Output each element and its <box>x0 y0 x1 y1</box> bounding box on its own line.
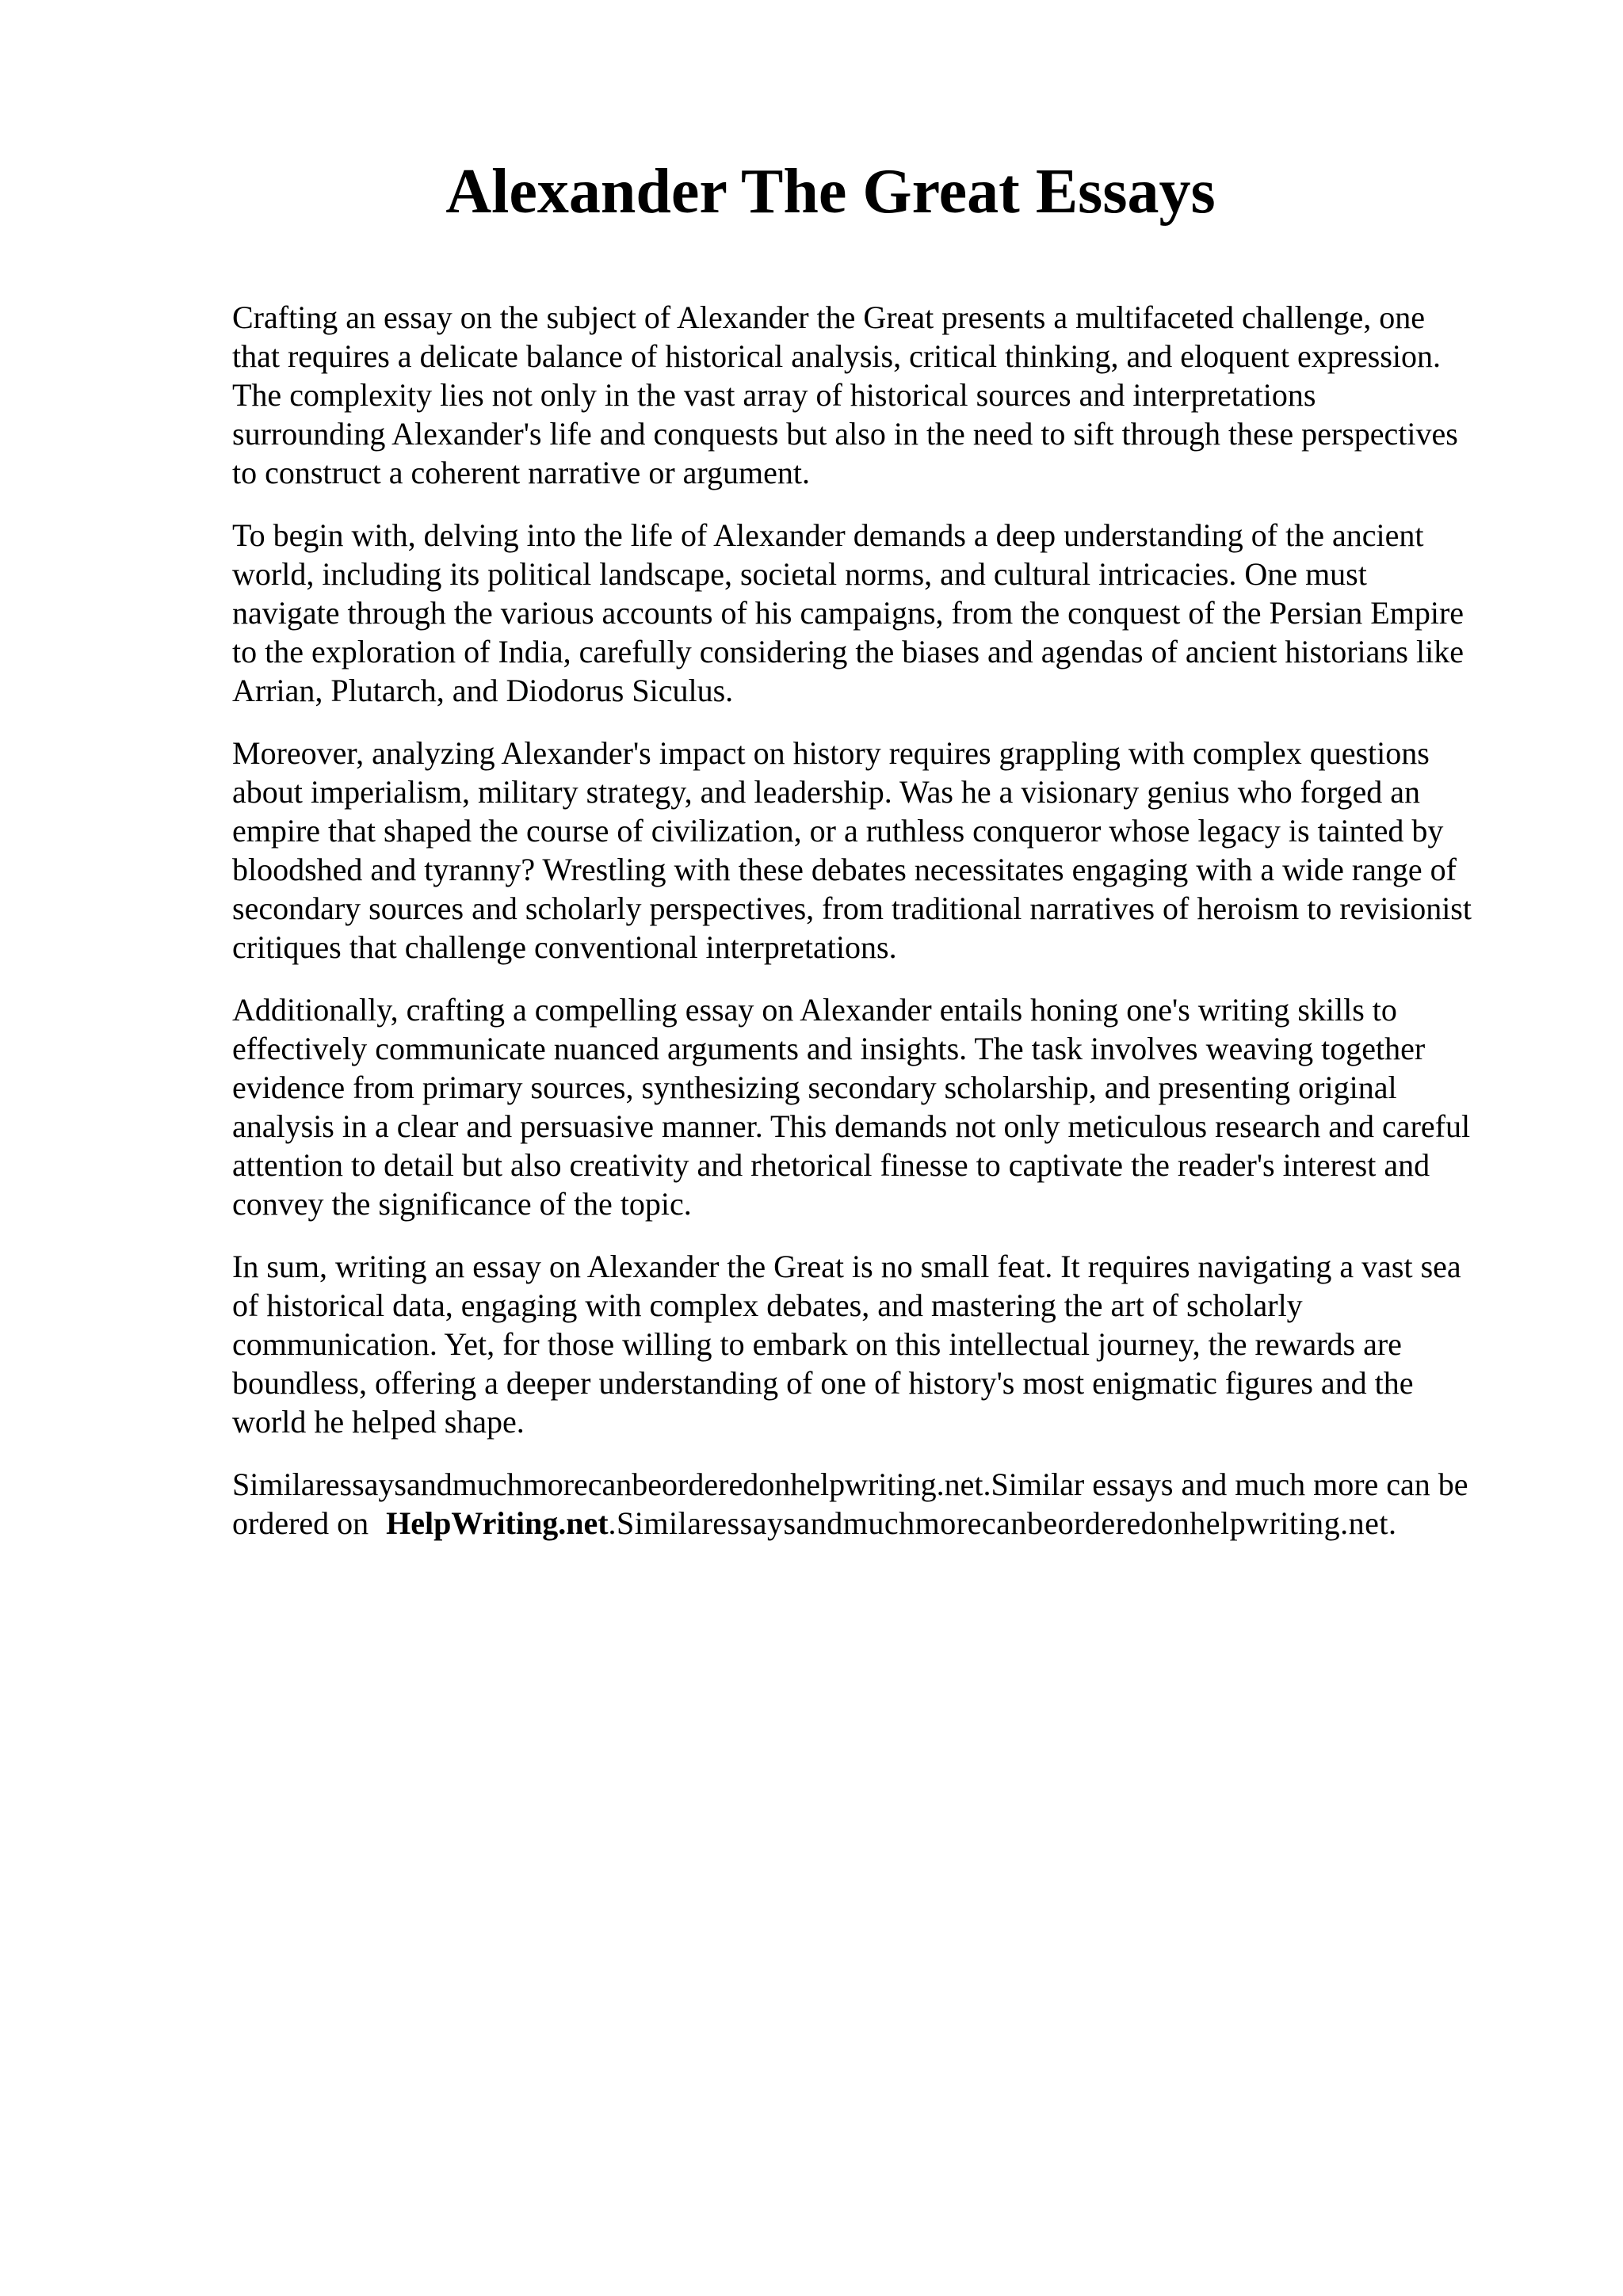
text-line: about imperialism, military strategy, and leadership. Was he a visionary genius who forged an <box>232 774 1421 810</box>
footer-suffix: .Similaressaysandmuchmorecanbeorderedonhelpwriting.net. <box>608 1505 1397 1541</box>
text-line: attention to detail but also creativity and rhetorical finesse to captivate the reader's interest and <box>232 1147 1430 1183</box>
essay-body <box>232 298 1532 1543</box>
text-line: The complexity lies not only in the vast array of historical sources and interpretations <box>232 377 1316 413</box>
paragraph-1 <box>232 298 1532 492</box>
footer-line-2 <box>232 1504 1532 1543</box>
text-line: boundless, offering a deeper understanding of one of history's most enigmatic figures and the <box>232 1365 1414 1401</box>
text-line: critiques that challenge conventional interpretations. <box>232 929 897 965</box>
text-line: communication. Yet, for those willing to embark on this intellectual journey, the rewards are <box>232 1326 1402 1362</box>
text-line: world, including its political landscape, societal norms, and cultural intricacies. One must <box>232 556 1367 592</box>
paragraph-3 <box>232 734 1532 967</box>
text-line: that requires a delicate balance of historical analysis, critical thinking, and eloquent expression. <box>232 338 1442 374</box>
text-line: convey the significance of the topic. <box>232 1186 692 1222</box>
text-line: effectively communicate nuanced arguments and insights. The task involves weaving together <box>232 1031 1426 1066</box>
page-title: Alexander The Great Essays <box>445 157 1216 227</box>
text-line: to construct a coherent narrative or argument. <box>232 455 810 490</box>
text-line: Arrian, Plutarch, and Diodorus Siculus. <box>232 673 734 708</box>
text-line: bloodshed and tyranny? Wrestling with these debates necessitates engaging with a wide range of <box>232 852 1457 887</box>
text-line: world he helped shape. <box>232 1404 525 1440</box>
text-line: navigate through the various accounts of his campaigns, from the conquest of the Persian Empire <box>232 595 1465 631</box>
text-line: evidence from primary sources, synthesizing secondary scholarship, and presenting original <box>232 1070 1397 1105</box>
paragraph-5 <box>232 1247 1532 1441</box>
text-line: to the exploration of India, carefully considering the biases and agendas of ancient historians like <box>232 634 1464 669</box>
text-line: To begin with, delving into the life of Alexander demands a deep understanding of the ancient <box>232 517 1424 553</box>
footer-note <box>232 1465 1532 1543</box>
text-line: empire that shaped the course of civilization, or a ruthless conqueror whose legacy is tainted by <box>232 813 1444 849</box>
text-line: analysis in a clear and persuasive manner. This demands not only meticulous research and careful <box>232 1108 1471 1144</box>
text-line: Moreover, analyzing Alexander's impact on history requires grappling with complex questions <box>232 735 1430 771</box>
text-line: Crafting an essay on the subject of Alexander the Great presents a multifaceted challenge, one <box>232 299 1425 335</box>
text-line: In sum, writing an essay on Alexander the Great is no small feat. It requires navigating a vast sea <box>232 1249 1461 1284</box>
text-line: secondary sources and scholarly perspectives, from traditional narratives of heroism to revisionist <box>232 891 1472 926</box>
footer-line-1: Similaressaysandmuchmorecanbeorderedonhelpwriting.net.Similar essays and much more can be <box>232 1466 1468 1502</box>
text-line: Additionally, crafting a compelling essay on Alexander entails honing one's writing skills to <box>232 992 1397 1028</box>
paragraph-2 <box>232 516 1532 710</box>
text-line: surrounding Alexander's life and conquests but also in the need to sift through these perspectives <box>232 416 1458 452</box>
brand-link[interactable]: HelpWriting.net <box>386 1505 609 1541</box>
paragraph-4 <box>232 990 1532 1223</box>
footer-prefix: ordered on <box>232 1505 369 1541</box>
text-line: of historical data, engaging with complex debates, and mastering the art of scholarly <box>232 1287 1303 1323</box>
